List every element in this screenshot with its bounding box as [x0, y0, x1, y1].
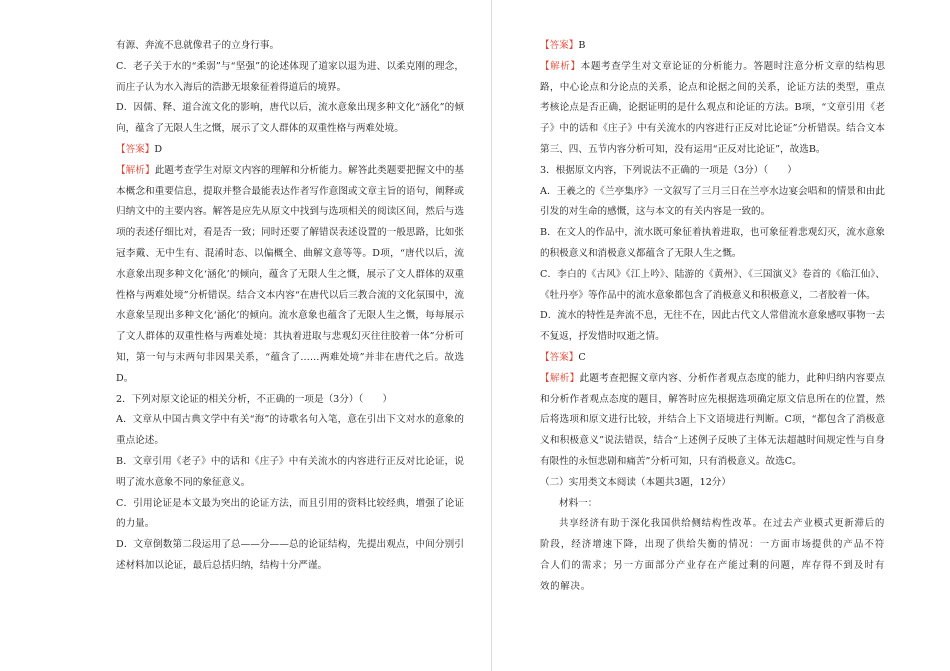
answer-1	[116, 140, 464, 161]
material-text: 共享经济有助于深化我国供给侧结构性改革。在过去产业模式更新滞后的阶段，经济增速下降，出现了供给失衡的情况：一方面市场提供的产品不符合人们的需求；另一方面部分产业存在产能过剩的问题，库存得不到及时有效的解决。	[540, 518, 885, 592]
analysis-2	[540, 57, 885, 161]
answer-2	[540, 36, 885, 57]
q2-option-c: C．引用论证是本文最为突出的论证方法，而且引用的资料比较经典，增强了论证的力量。	[116, 497, 464, 530]
q3-option-b: B．在文人的作品中，流水既可象征着执着进取，也可象征着悲观幻灭，流水意象的积极意义和消极意义都蕴含了无限人生之慨。	[540, 227, 885, 259]
question-3: 3．根据原文内容，下列说法不正确的一项是（3分）（ ）	[540, 164, 797, 176]
q3-option-a: A．王羲之的《兰亭集序》一文叙写了三月三日在兰亭水边宴会唱和的情景和由此引发的对生命的感慨，这与本文的有关内容是一致的。	[540, 185, 885, 218]
analysis-label: 【解析】	[540, 60, 581, 72]
analysis-3	[540, 369, 885, 473]
answer-value: B	[578, 40, 586, 51]
answer-label: 【答案】	[116, 143, 155, 155]
answer-value: C	[578, 351, 586, 363]
answer-value: D	[154, 143, 163, 155]
analysis-text: 此题考查把握文章内容、分析作者观点态度的能力，此种归纳内容要点和分析作者观点态度的题目，解答时应先根据选项确定原文信息所在的位置，然后将选项和原文进行比较，并结合上下文语境进行判断。C项，“都包含了消极意义和积极意义”说法错误，结合“上述例子反映了主体无法超越时间规定性与自身有限性的永恒悲剧和痛苦”分析可知，只有消极意义。故选C。	[540, 372, 886, 467]
option-d: D．因儒、释、道合流文化的影响，唐代以后，流水意象出现多种文化“涵化”的倾向，蕴含了无限人生之慨，展示了文人群体的双重性格与两难处境。	[116, 102, 464, 135]
analysis-text: 本题考查学生对文章论证的分析能力。答题时注意分析文章的结构思路，中心论点和分论点的关系，论点和论据之间的关系，论证方法的类型，重点考核论点是否正确，论据证明的是什么观点和论证的方法。B项，“文章引用《老子》中的话和《庄子》中有关流水的内容进行正反对比论证”分析错误。结合文本第三、四、五节内容分析可知，没有运用“正反对比论证”，故选B。	[540, 60, 886, 155]
material-body	[540, 514, 885, 597]
answer-3	[540, 348, 885, 369]
column-divider	[491, 0, 492, 671]
material-title: 材料一：	[559, 497, 598, 509]
q3-option-d: D．流水的特性是奔流不息，无往不在，因此古代文人常借流水意象感叹事物一去不复返，抒发惜时叹逝之情。	[540, 310, 885, 343]
analysis-1	[116, 161, 464, 390]
analysis-text: 此题考查学生对原文内容的理解和分析能力。解答此类题要把握文中的基本概念和重要信息，提取并整合最能表达作者写作意图或文章主旨的语句，阐释或归纳文中的主要内容。解答是应先从原文中找到与选项相关的阅读区间，然后与选项的表述仔细比对，看是否一致；同时还要了解错误表述设置的一般思路，比如张冠李戴、无中生有、混淆时态、以偏概全、曲解文意等等。D项，“唐代以后，流水意象出现多种文化‘涵化’的倾向，蕴含了无限人生之慨，展示了文人群体的双重性格与两难处境”分析错误。结合文本内容“在唐代以后三教合流的文化氛围中，流水意象呈现出多种文化‘涵化’的倾向。流水意象也蕴含了无限人生之慨，每每展示了文人群体的双重性格与两难处境：其执着进取与悲观幻灭往往胶着一体”分析可知，第一句与末两句非因果关系，“蕴含了……两难处境”并非在唐代之后。故选D。	[116, 164, 465, 384]
section-heading: （二）实用类文本阅读（本题共3题，12分）	[540, 476, 731, 488]
paragraph: 有源、奔流不息就像君子的立身行事。	[116, 40, 280, 51]
answer-label: 【答案】	[540, 351, 579, 363]
q3-option-c: C．李白的《古风》《江上吟》、陆游的《黄州》、《三国演义》卷首的《临江仙》、《牡丹亭》等作品中的流水意象都包含了消极意义和积极意义，二者胶着一体。	[540, 268, 885, 301]
option-c: C．老子关于水的“柔弱”与“坚强”的论述体现了道家以退为进、以柔克刚的理念，而庄子认为水入海后的浩渺无垠象征着得道后的境界。	[116, 60, 464, 93]
q2-option-b: B．文章引用《老子》中的话和《庄子》中有关流水的内容进行正反对比论证，说明了流水意象不同的象征意义。	[116, 455, 464, 488]
right-column	[540, 36, 885, 598]
q2-option-d: D．文章倒数第二段运用了总——分——总的论证结构，先提出观点，中间分别引述材料加以论证，最后总括归纳，结构十分严谨。	[116, 539, 464, 571]
answer-label: 【答案】	[540, 40, 579, 51]
question-2: 2．下列对原文论证的相关分析，不正确的一项是（3分）（ ）	[116, 393, 393, 405]
left-column	[116, 36, 464, 577]
q2-option-a: A．文章从中国古典文学中有关“海”的诗歌名句入笔，意在引出下文对水的意象的重点论述。	[116, 414, 464, 447]
analysis-label: 【解析】	[116, 164, 155, 176]
analysis-label: 【解析】	[540, 372, 580, 384]
